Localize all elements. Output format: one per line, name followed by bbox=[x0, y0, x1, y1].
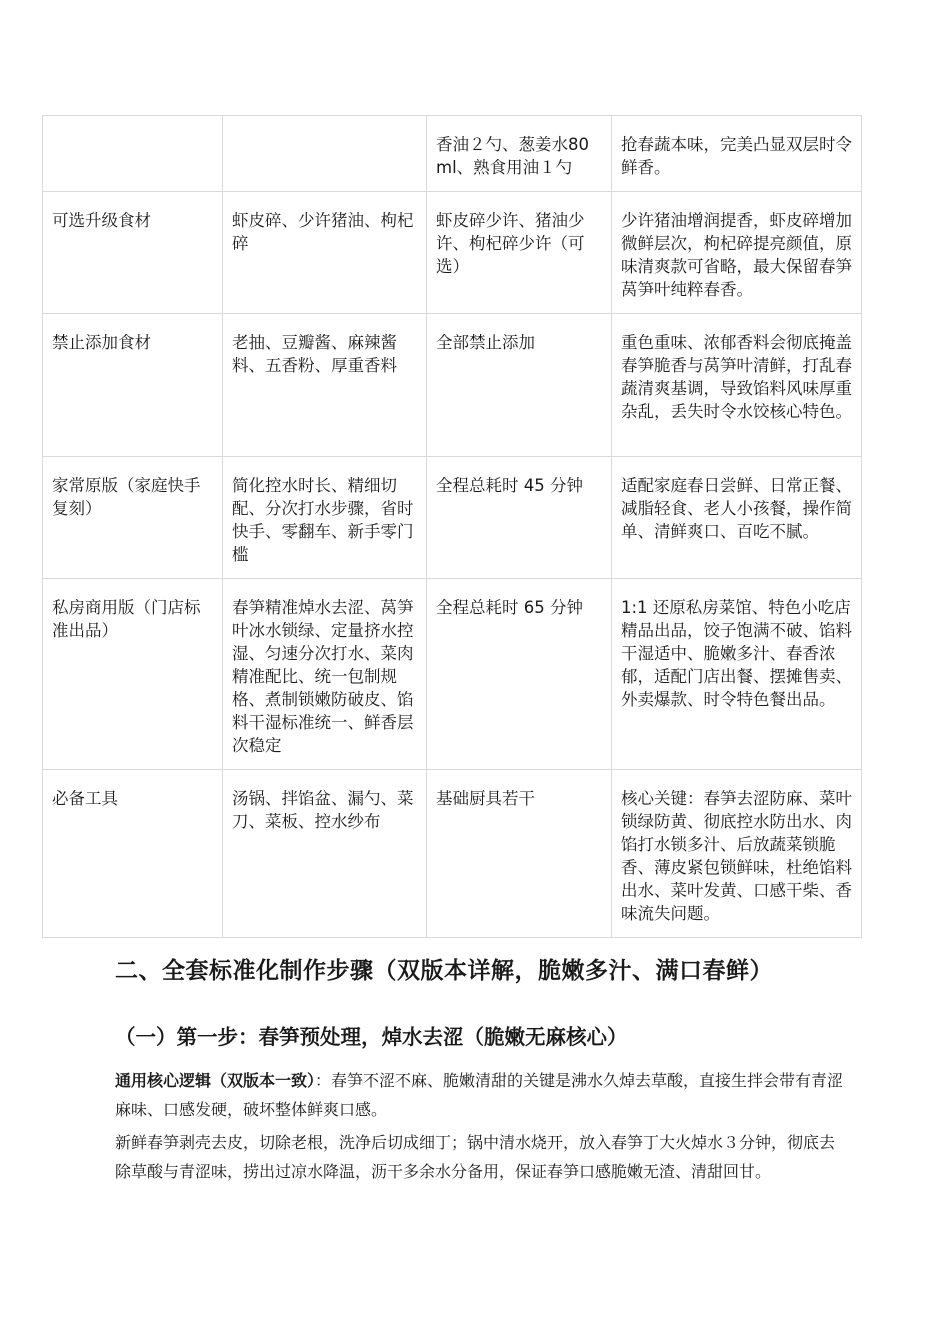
table-cell bbox=[43, 116, 223, 192]
table-row bbox=[43, 116, 862, 192]
table-cell: 虾皮碎少许、猪油少许、枸杞碎少许（可选） bbox=[427, 192, 612, 314]
ingredients-table bbox=[42, 115, 862, 938]
table-cell: 家常原版（家庭快手复刻） bbox=[43, 457, 223, 579]
table-cell: 基础厨具若干 bbox=[427, 770, 612, 938]
table-cell: 汤锅、拌馅盆、漏勺、菜刀、菜板、控水纱布 bbox=[223, 770, 427, 938]
table-cell: 适配家庭春日尝鲜、日常正餐、减脂轻食、老人小孩餐，操作简单、清鲜爽口、百吃不腻。 bbox=[612, 457, 862, 579]
table-cell: 简化控水时长、精细切配、分次打水步骤，省时快手、零翻车、新手零门槛 bbox=[223, 457, 427, 579]
table-row bbox=[43, 770, 862, 938]
table-cell: 必备工具 bbox=[43, 770, 223, 938]
core-logic-paragraph bbox=[115, 1066, 845, 1124]
table-cell: 老抽、豆瓣酱、麻辣酱料、五香粉、厚重香料 bbox=[223, 314, 427, 457]
table-cell: 重色重味、浓郁香料会彻底掩盖春笋脆香与莴笋叶清鲜，打乱春蔬清爽基调，导致馅料风味厚重杂乱，丢失时令水饺核心特色。 bbox=[612, 314, 862, 457]
table-cell: 核心关键：春笋去涩防麻、菜叶锁绿防黄、彻底控水防出水、肉馅打水锁多汁、后放蔬菜锁脆香、薄皮紧包锁鲜味，杜绝馅料出水、菜叶发黄、口感干柴、香味流失问题。 bbox=[612, 770, 862, 938]
table-cell bbox=[223, 116, 427, 192]
table-cell: 春笋精准焯水去涩、莴笋叶冰水锁绿、定量挤水控湿、匀速分次打水、菜肉精准配比、统一包制规格、煮制锁嫩防破皮、馅料干湿标准统一、鲜香层次稳定 bbox=[223, 579, 427, 770]
table-cell: 全程总耗时 45 分钟 bbox=[427, 457, 612, 579]
core-logic-label: 通用核心逻辑（双版本一致） bbox=[115, 1071, 316, 1090]
table-row bbox=[43, 314, 862, 457]
table-cell: 全部禁止添加 bbox=[427, 314, 612, 457]
table-cell: 可选升级食材 bbox=[43, 192, 223, 314]
step-heading: （一）第一步：春笋预处理，焯水去涩（脆嫩无麻核心） bbox=[115, 1025, 628, 1049]
table-cell: 香油２勺、葱姜水80ml、熟食用油１勺 bbox=[427, 116, 612, 192]
table-cell: 1:1 还原私房菜馆、特色小吃店精品出品，饺子饱满不破、馅料干湿适中、脆嫩多汁、春香浓郁，适配门店出餐、摆摊售卖、外卖爆款、时令特色餐出品。 bbox=[612, 579, 862, 770]
core-logic-text: ：春笋不涩不麻、脆嫩清甜的关键是沸水久焯去草酸，直接生拌会带有青涩麻味、口感发硬，破坏整体鲜爽口感。 bbox=[115, 1071, 844, 1119]
table-cell: 私房商用版（门店标准出品） bbox=[43, 579, 223, 770]
table-row bbox=[43, 192, 862, 314]
table-row bbox=[43, 579, 862, 770]
table-cell: 禁止添加食材 bbox=[43, 314, 223, 457]
section-heading: 二、全套标准化制作步骤（双版本详解，脆嫩多汁、满口春鲜） bbox=[115, 958, 773, 984]
preparation-paragraph: 新鲜春笋剥壳去皮，切除老根，洗净后切成细丁；锅中清水烧开，放入春笋丁大火焯水３分钟，彻底去除草酸与青涩味，捞出过凉水降温，沥干多余水分备用，保证春笋口感脆嫩无渣、清甜回甘。 bbox=[115, 1133, 836, 1181]
table-cell: 虾皮碎、少许猪油、枸杞碎 bbox=[223, 192, 427, 314]
table-row bbox=[43, 457, 862, 579]
table-cell: 抢春蔬本味，完美凸显双层时令鲜香。 bbox=[612, 116, 862, 192]
table-cell: 少许猪油增润提香，虾皮碎增加微鲜层次，枸杞碎提亮颜值，原味清爽款可省略，最大保留春笋莴笋叶纯粹春香。 bbox=[612, 192, 862, 314]
table-cell: 全程总耗时 65 分钟 bbox=[427, 579, 612, 770]
